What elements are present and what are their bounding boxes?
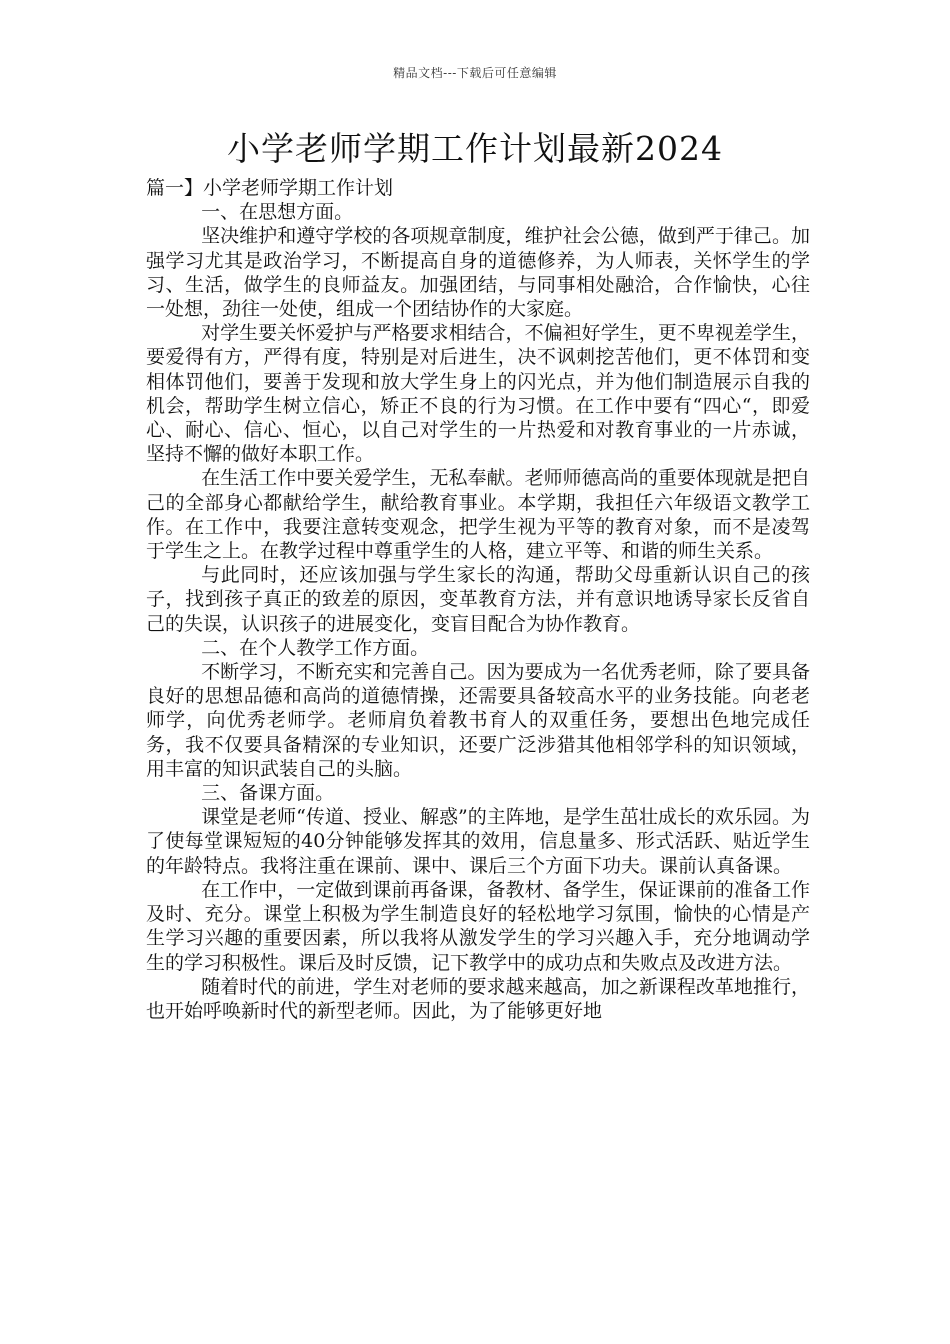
paragraph: 不断学习，不断充实和完善自己。因为要成为一名优秀老师，除了要具备良好的思想品德和高尚的道德情操，还需要具备较高水平的业务技能。向老老师学，向优秀老师学。老师肩负着教书育人的双重任务，要想出色地完成任务，我不仅要具备精深的专业知识，还要广泛涉猎其他相邻学科的知识领域，用丰富的知识武装自己的头脑。 [146,661,810,780]
paragraph: 随着时代的前进，学生对老师的要求越来越高，加之新课程改革地推行，也开始呼唤新时代的新型老师。因此，为了能够更好地 [146,975,810,1022]
paragraph: 课堂是老师“传道、授业、解惑”的主阵地，是学生茁壮成长的欢乐园。为了使每堂课短短的40分钟能够发挥其的效用，信息量多、形式活跃、贴近学生的年龄特点。我将注重在课前、课中、课后三个方面下功夫。课前认真备课。 [146,806,810,877]
heading-lesson-prep: 三、备课方面。 [201,782,335,805]
header-note: 精品文档---下载后可任意编辑 [393,66,557,80]
document-body [146,176,810,1023]
heading-teaching-work: 二、在个人教学工作方面。 [201,636,430,659]
heading-ideology: 一、在思想方面。 [201,201,354,224]
paragraph: 对学生要关怀爱护与严格要求相结合，不偏袒好学生，更不卑视差学生，要爱得有方，严得有度，特别是对后进生，决不讽刺挖苦他们，更不体罚和变相体罚他们，要善于发现和放大学生身上的闪光点，并为他们制造展示自我的机会，帮助学生树立信心，矫正不良的行为习惯。在工作中要有“四心“，即爱心、耐心、信心、恒心，以自己对学生的一片热爱和对教育事业的一片赤诚，坚持不懈的做好本职工作。 [146,322,810,466]
paragraph: 在工作中，一定做到课前再备课，备教材、备学生，保证课前的准备工作及时、充分。课堂上积极为学生制造良好的轻松地学习氛围，愉快的心情是产生学习兴趣的重要因素，所以我将从激发学生的学习兴趣入手，充分地调动学生的学习积极性。课后及时反馈，记下教学中的成功点和失败点及改进方法。 [146,878,810,974]
paragraph: 与此同时，还应该加强与学生家长的沟通，帮助父母重新认识自己的孩子，找到孩子真正的致差的原因，变革教育方法，并有意识地诱导家长反省自己的失误，认识孩子的进展变化，变盲目配合为协作教育。 [146,564,810,635]
section-title: 篇一】小学老师学期工作计划 [146,177,394,199]
paragraph: 在生活工作中要关爱学生，无私奉献。老师师德高尚的重要体现就是把自己的全部身心都献给学生，献给教育事业。本学期，我担任六年级语文教学工作。在工作中，我要注意转变观念，把学生视为平等的教育对象，而不是凌驾于学生之上。在教学过程中尊重学生的人格，建立平等、和谐的师生关系。 [146,467,810,563]
document-title: 小学老师学期工作计划最新2024 [227,129,723,168]
paragraph: 坚决维护和遵守学校的各项规章制度，维护社会公德，做到严于律己。加强学习尤其是政治学习，不断提高自身的道德修养，为人师表，关怀学生的学习、生活，做学生的良师益友。加强团结，与同事相处融洽，合作愉快，心往一处想，劲往一处使，组成一个团结协作的大家庭。 [146,225,810,321]
